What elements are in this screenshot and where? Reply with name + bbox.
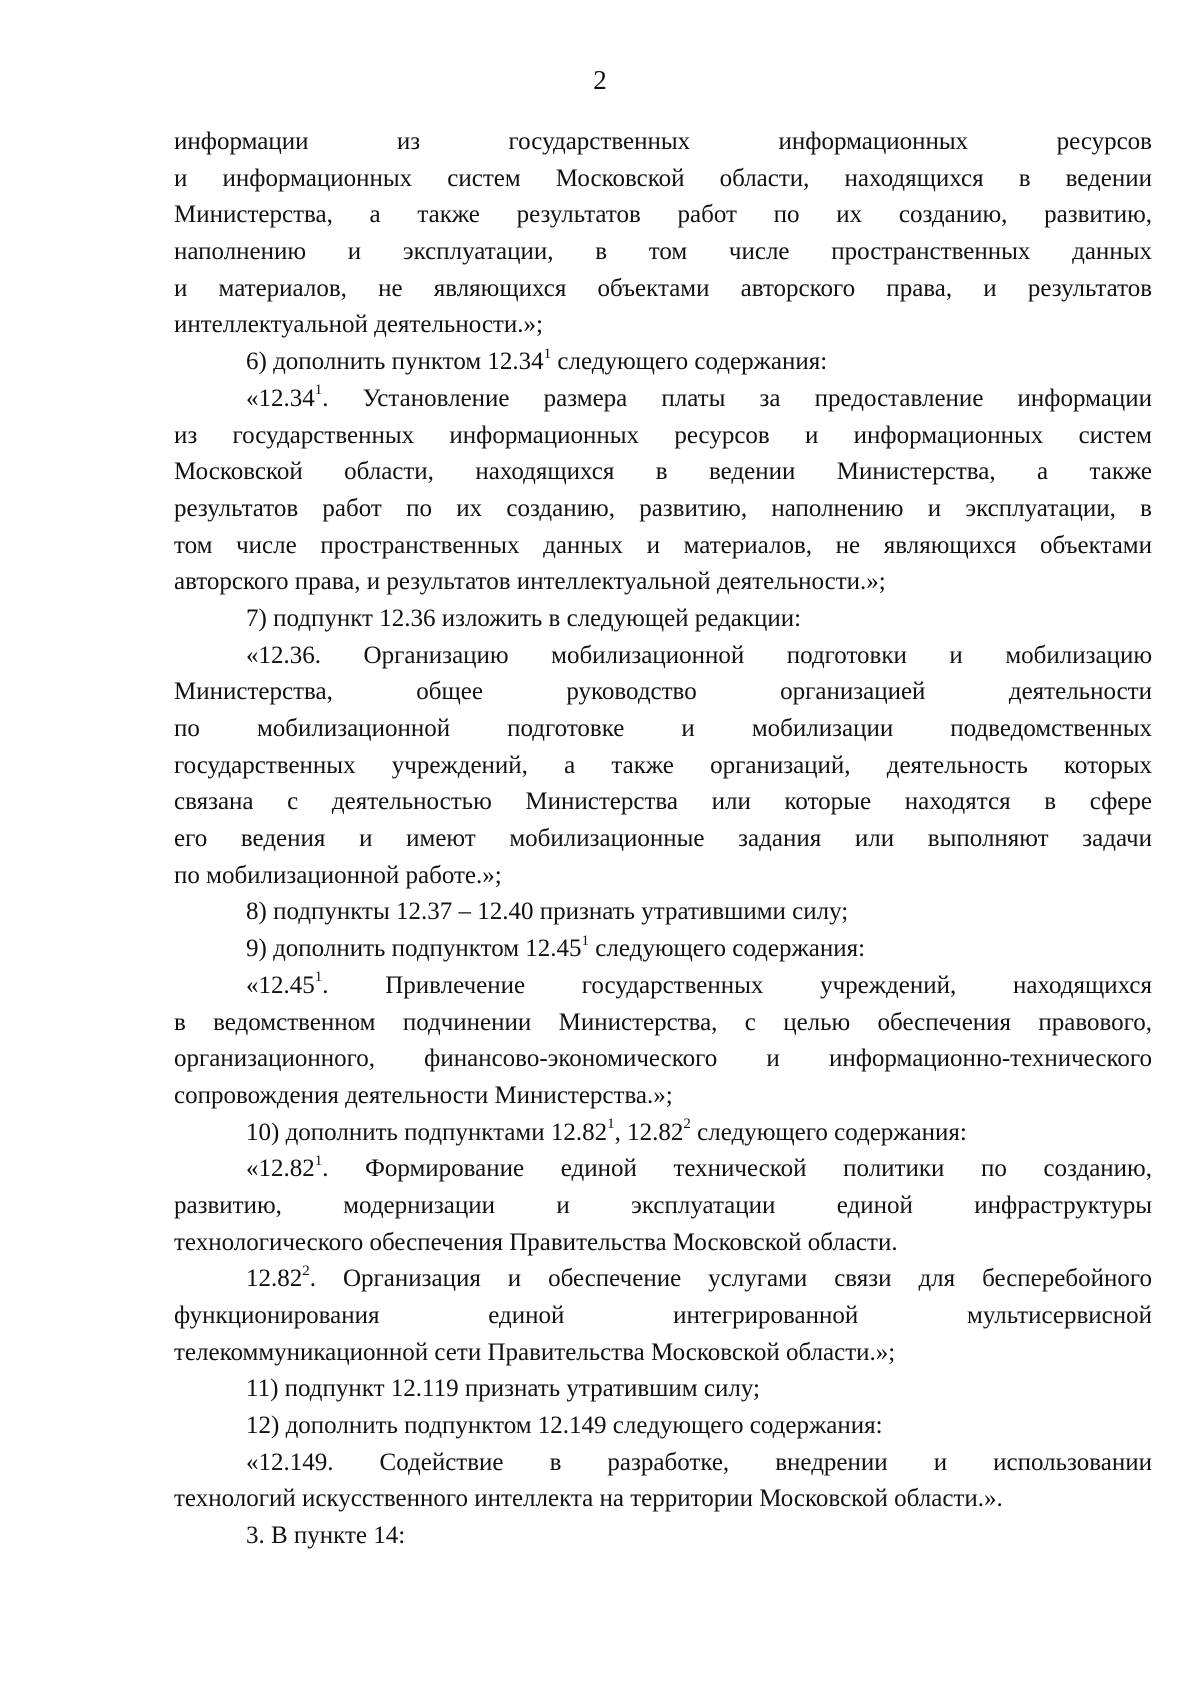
text-span: сопровождения деятельности Министерства.»;	[174, 1081, 673, 1109]
text-line	[174, 381, 1152, 418]
text-span: Министерства, а также результатов работ по их созданию, развитию,	[174, 201, 1152, 229]
superscript: 2	[302, 1262, 310, 1279]
text-line	[174, 1371, 1152, 1408]
text-line	[174, 638, 1152, 675]
text-span: по мобилизационной работе.»;	[174, 861, 502, 889]
text-span: его ведения и имеют мобилизационные задания или выполняют задачи	[174, 825, 1152, 853]
text-span: технологического обеспечения Правительства Московской области.	[174, 1228, 898, 1256]
text-line	[174, 894, 1152, 931]
text-span: . Организация и обеспечение услугами связи для бесперебойного	[309, 1265, 1152, 1293]
text-line	[174, 1408, 1152, 1445]
text-line	[174, 161, 1152, 198]
text-span: и информационных систем Московской области, находящихся в ведении	[174, 164, 1152, 192]
text-span: следующего содержания:	[551, 348, 828, 376]
superscript: 1	[314, 969, 323, 986]
text-span: Московской области, находящихся в ведении Министерства, а также	[174, 458, 1152, 486]
text-span: 7) подпункт 12.36 изложить в следующей редакции:	[246, 604, 802, 632]
text-line	[174, 528, 1152, 565]
text-span: 3. В пункте 14:	[246, 1522, 406, 1550]
text-line	[174, 1078, 1152, 1115]
text-span: . Установление размера платы за предоставление информации	[322, 384, 1152, 412]
text-line	[174, 197, 1152, 234]
superscript: 1	[607, 1116, 615, 1133]
text-line	[174, 418, 1152, 455]
text-line	[174, 124, 1152, 161]
text-span: по мобилизационной подготовке и мобилизации подведомственных	[174, 715, 1152, 742]
text-line	[174, 271, 1152, 308]
text-span: «12.34	[246, 384, 315, 412]
text-line	[174, 564, 1152, 601]
text-span: следующего содержания:	[589, 935, 866, 963]
text-span: результатов работ по их созданию, развитию, наполнению и эксплуатации, в	[174, 494, 1152, 522]
page-number: 2	[593, 65, 607, 95]
text-span: функционирования единой интегрированной мультисервисной	[174, 1302, 1152, 1329]
superscript: 2	[683, 1116, 691, 1133]
text-line	[174, 711, 1152, 748]
text-line	[174, 858, 1152, 895]
text-line	[174, 454, 1152, 491]
text-span: 12) дополнить подпунктом 12.149 следующего содержания:	[246, 1412, 883, 1440]
text-span: наполнению и эксплуатации, в том числе пространственных данных	[174, 238, 1152, 266]
text-line	[174, 1188, 1152, 1225]
text-span: следующего содержания:	[690, 1118, 967, 1146]
text-line	[174, 931, 1152, 968]
text-line	[174, 1041, 1152, 1078]
superscript: 1	[581, 932, 590, 949]
text-span: развитию, модернизации и эксплуатации единой инфраструктуры	[174, 1191, 1152, 1219]
text-line	[174, 1445, 1152, 1482]
text-line	[174, 307, 1152, 344]
text-span: «12.149. Содействие в разработке, внедрении и использовании	[246, 1448, 1152, 1476]
text-line	[174, 674, 1152, 711]
text-line	[174, 1225, 1152, 1262]
text-line	[174, 1481, 1152, 1518]
text-line	[174, 748, 1152, 785]
text-line	[174, 234, 1152, 271]
superscript: 1	[314, 1152, 323, 1169]
text-span: том числе пространственных данных и материалов, не являющихся объектами	[174, 531, 1152, 559]
text-span: Министерства, общее руководство организацией деятельности	[174, 678, 1152, 706]
text-span: телекоммуникационной сети Правительства Московской области.»;	[174, 1338, 896, 1366]
text-span: . Формирование единой технической политики по созданию,	[322, 1155, 1152, 1183]
text-span: связана с деятельностью Министерства или которые находятся в сфере	[174, 788, 1152, 816]
text-span: . Привлечение государственных учреждений, находящихся	[322, 971, 1152, 999]
text-span: технологий искусственного интеллекта на территории Московской области.».	[174, 1485, 1003, 1513]
text-span: 11) подпункт 12.119 признать утратившим силу;	[246, 1375, 760, 1403]
text-line	[174, 1151, 1152, 1188]
text-line	[174, 491, 1152, 528]
text-span: информации из государственных информационных ресурсов	[174, 128, 1152, 155]
text-line	[174, 1298, 1152, 1335]
text-line	[174, 1261, 1152, 1298]
text-span: и материалов, не являющихся объектами авторского права, и результатов	[174, 274, 1152, 302]
text-span: , 12.82	[614, 1118, 684, 1146]
text-line	[174, 601, 1152, 638]
text-span: 9) дополнить подпунктом 12.45	[246, 935, 582, 963]
text-span: 10) дополнить подпунктами 12.82	[246, 1118, 608, 1146]
text-span: «12.36. Организацию мобилизационной подготовки и мобилизацию	[246, 641, 1152, 669]
text-span: «12.45	[246, 971, 315, 999]
text-line	[174, 968, 1152, 1005]
superscript: 1	[543, 345, 552, 362]
text-line	[174, 1005, 1152, 1042]
text-span: 6) дополнить пунктом 12.34	[246, 348, 544, 376]
text-span: из государственных информационных ресурсов и информационных систем	[174, 421, 1152, 449]
text-line	[174, 344, 1152, 381]
text-span: в ведомственном подчинении Министерства, с целью обеспечения правового,	[174, 1008, 1152, 1036]
text-line	[174, 784, 1152, 821]
text-span: авторского права, и результатов интеллектуальной деятельности.»;	[174, 568, 886, 596]
text-line	[174, 1335, 1152, 1372]
text-line	[174, 821, 1152, 858]
text-span: интеллектуальной деятельности.»;	[174, 311, 543, 339]
text-span: государственных учреждений, а также организаций, деятельность которых	[174, 751, 1152, 779]
text-span: «12.82	[246, 1155, 315, 1183]
superscript: 1	[314, 382, 323, 399]
document-body	[174, 124, 1152, 1555]
text-span: 8) подпункты 12.37 – 12.40 признать утратившими силу;	[246, 898, 849, 926]
text-line	[174, 1115, 1152, 1152]
text-line	[174, 1518, 1152, 1555]
text-span: организационного, финансово-экономического и информационно-технического	[174, 1045, 1152, 1073]
text-span: 12.82	[246, 1265, 303, 1293]
